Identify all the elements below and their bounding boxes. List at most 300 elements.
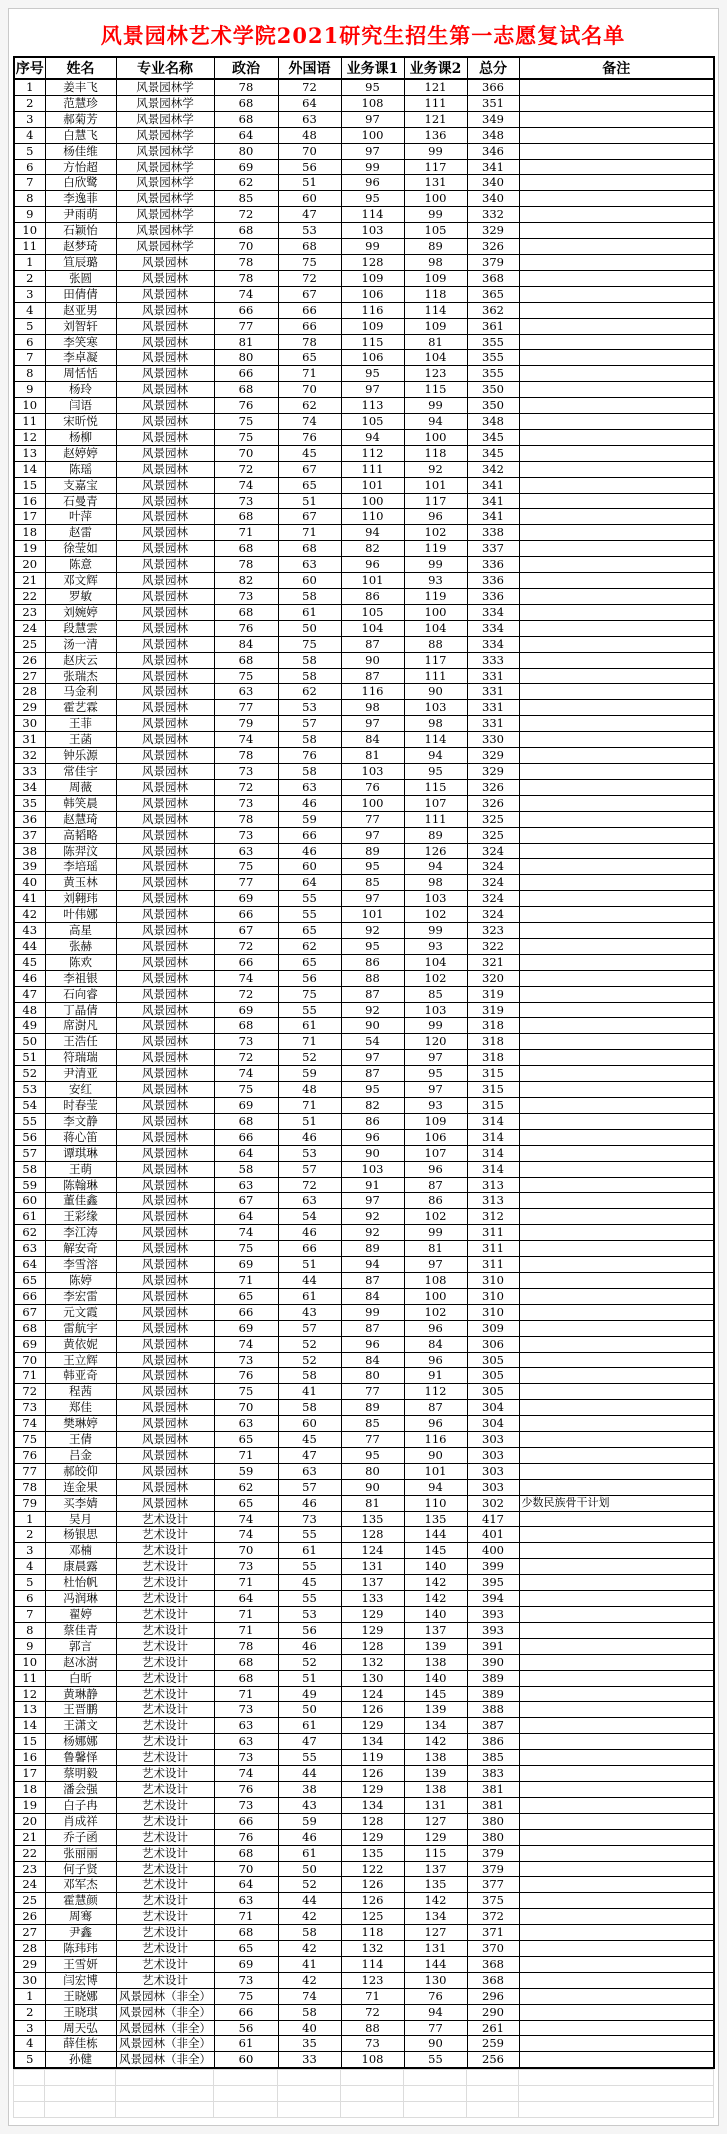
course1-cell: 90	[341, 1479, 404, 1495]
course2-cell: 138	[404, 1750, 467, 1766]
seq-cell: 70	[14, 1352, 45, 1368]
course2-cell: 142	[404, 1591, 467, 1607]
politics-cell: 68	[214, 1018, 278, 1034]
politics-cell: 74	[214, 1527, 278, 1543]
course2-cell: 94	[404, 2004, 467, 2020]
name-cell: 郭言	[45, 1638, 116, 1654]
remark-cell	[519, 79, 714, 95]
course1-cell: 99	[341, 239, 404, 255]
table-row	[14, 1447, 714, 1463]
name-cell: 陈婷	[45, 1272, 116, 1288]
course2-cell: 106	[404, 1129, 467, 1145]
foreign-language-cell: 50	[278, 1861, 341, 1877]
empty-cell	[116, 2070, 214, 2086]
empty-row	[14, 2070, 714, 2086]
seq-cell: 12	[14, 429, 45, 445]
total-cell: 331	[467, 716, 519, 732]
course2-cell: 101	[404, 1463, 467, 1479]
politics-cell: 65	[214, 1495, 278, 1511]
total-cell: 383	[467, 1766, 519, 1782]
foreign-language-cell: 46	[278, 1638, 341, 1654]
course1-cell: 97	[341, 1050, 404, 1066]
table-row	[14, 1893, 714, 1909]
total-cell: 329	[467, 748, 519, 764]
seq-cell: 73	[14, 1400, 45, 1416]
course1-cell: 87	[341, 636, 404, 652]
seq-cell: 1	[14, 79, 45, 95]
politics-cell: 74	[214, 1336, 278, 1352]
politics-cell: 75	[214, 1082, 278, 1098]
foreign-language-cell: 58	[278, 1368, 341, 1384]
seq-cell: 15	[14, 477, 45, 493]
table-row	[14, 1209, 714, 1225]
total-cell: 324	[467, 859, 519, 875]
foreign-language-cell: 64	[278, 95, 341, 111]
major-cell: 风景园林	[116, 1129, 214, 1145]
total-cell: 325	[467, 827, 519, 843]
course1-cell: 104	[341, 620, 404, 636]
course1-cell: 98	[341, 700, 404, 716]
course1-cell: 95	[341, 366, 404, 382]
seq-cell: 5	[14, 143, 45, 159]
foreign-language-cell: 66	[278, 302, 341, 318]
foreign-language-cell: 45	[278, 445, 341, 461]
major-cell: 风景园林	[116, 1257, 214, 1273]
remark-cell	[519, 1368, 714, 1384]
remark-cell	[519, 414, 714, 430]
table-row	[14, 1797, 714, 1813]
course1-cell: 114	[341, 207, 404, 223]
course1-cell: 87	[341, 668, 404, 684]
course1-cell: 85	[341, 875, 404, 891]
table-row	[14, 1272, 714, 1288]
total-cell: 318	[467, 1050, 519, 1066]
course2-cell: 102	[404, 1209, 467, 1225]
major-cell: 风景园林学	[116, 127, 214, 143]
politics-cell: 69	[214, 1320, 278, 1336]
politics-cell: 75	[214, 1988, 278, 2004]
total-cell: 334	[467, 636, 519, 652]
foreign-language-cell: 57	[278, 1161, 341, 1177]
table-row	[14, 429, 714, 445]
course1-cell: 105	[341, 604, 404, 620]
name-cell: 常佳宇	[45, 763, 116, 779]
course1-cell: 129	[341, 1718, 404, 1734]
course1-cell: 103	[341, 763, 404, 779]
table-row	[14, 716, 714, 732]
course2-cell: 131	[404, 175, 467, 191]
empty-cell	[278, 2102, 341, 2118]
table-row	[14, 2036, 714, 2052]
table-row	[14, 1368, 714, 1384]
major-cell: 艺术设计	[116, 1781, 214, 1797]
seq-cell: 10	[14, 398, 45, 414]
name-cell: 赵冰澍	[45, 1654, 116, 1670]
name-cell: 石向睿	[45, 986, 116, 1002]
seq-cell: 75	[14, 1432, 45, 1448]
total-cell: 331	[467, 684, 519, 700]
foreign-language-cell: 63	[278, 557, 341, 573]
politics-cell: 80	[214, 143, 278, 159]
seq-cell: 29	[14, 700, 45, 716]
name-cell: 叶伟娜	[45, 907, 116, 923]
name-cell: 周薇	[45, 779, 116, 795]
total-cell: 318	[467, 1034, 519, 1050]
table-row	[14, 1718, 714, 1734]
table-row	[14, 398, 714, 414]
total-cell: 379	[467, 1845, 519, 1861]
politics-cell: 63	[214, 1734, 278, 1750]
name-cell: 罗敏	[45, 589, 116, 605]
course2-cell: 55	[404, 2052, 467, 2068]
total-cell: 389	[467, 1670, 519, 1686]
course1-cell: 92	[341, 1002, 404, 1018]
course1-cell: 82	[341, 1098, 404, 1114]
remark-cell	[519, 1050, 714, 1066]
remark-cell	[519, 1845, 714, 1861]
politics-cell: 72	[214, 986, 278, 1002]
remark-cell	[519, 1098, 714, 1114]
name-cell: 买李婧	[45, 1495, 116, 1511]
course2-cell: 138	[404, 1654, 467, 1670]
foreign-language-cell: 68	[278, 541, 341, 557]
total-cell: 375	[467, 1893, 519, 1909]
total-cell: 338	[467, 525, 519, 541]
remark-cell	[519, 620, 714, 636]
seq-cell: 44	[14, 938, 45, 954]
total-cell: 368	[467, 1956, 519, 1972]
politics-cell: 75	[214, 1241, 278, 1257]
course2-cell: 119	[404, 589, 467, 605]
table-row	[14, 1066, 714, 1082]
seq-cell: 26	[14, 652, 45, 668]
empty-row	[14, 2102, 714, 2118]
course2-cell: 84	[404, 1336, 467, 1352]
column-header: 序号	[14, 57, 45, 79]
major-cell: 风景园林	[116, 652, 214, 668]
course2-cell: 96	[404, 1161, 467, 1177]
table-row	[14, 986, 714, 1002]
remark-cell	[519, 95, 714, 111]
seq-cell: 69	[14, 1336, 45, 1352]
seq-cell: 25	[14, 1893, 45, 1909]
total-cell: 315	[467, 1066, 519, 1082]
course1-cell: 92	[341, 1225, 404, 1241]
major-cell: 风景园林	[116, 1368, 214, 1384]
course1-cell: 106	[341, 350, 404, 366]
remark-cell	[519, 748, 714, 764]
major-cell: 艺术设计	[116, 1702, 214, 1718]
foreign-language-cell: 46	[278, 1129, 341, 1145]
course1-cell: 92	[341, 923, 404, 939]
course2-cell: 87	[404, 1177, 467, 1193]
politics-cell: 72	[214, 779, 278, 795]
major-cell: 风景园林	[116, 1225, 214, 1241]
document-title: 风景园林艺术学院2021研究生招生第一志愿复试名单	[100, 23, 626, 48]
remark-cell	[519, 1702, 714, 1718]
name-cell: 郑佳	[45, 1400, 116, 1416]
total-cell: 395	[467, 1575, 519, 1591]
foreign-language-cell: 67	[278, 461, 341, 477]
foreign-language-cell: 58	[278, 652, 341, 668]
table-row	[14, 1988, 714, 2004]
table-row	[14, 318, 714, 334]
politics-cell: 73	[214, 795, 278, 811]
foreign-language-cell: 43	[278, 1797, 341, 1813]
major-cell: 风景园林	[116, 1034, 214, 1050]
course1-cell: 72	[341, 2004, 404, 2020]
course2-cell: 108	[404, 1272, 467, 1288]
seq-cell: 11	[14, 1670, 45, 1686]
course1-cell: 95	[341, 859, 404, 875]
major-cell: 风景园林	[116, 779, 214, 795]
course2-cell: 142	[404, 1734, 467, 1750]
name-cell: 陈瑶	[45, 461, 116, 477]
course1-cell: 81	[341, 748, 404, 764]
course1-cell: 97	[341, 891, 404, 907]
remark-cell	[519, 827, 714, 843]
total-cell: 315	[467, 1082, 519, 1098]
remark-cell	[519, 1686, 714, 1702]
major-cell: 风景园林学	[116, 175, 214, 191]
major-cell: 风景园林	[116, 1288, 214, 1304]
name-cell: 程茜	[45, 1384, 116, 1400]
remark-cell	[519, 1034, 714, 1050]
remark-cell	[519, 1877, 714, 1893]
politics-cell: 75	[214, 429, 278, 445]
seq-cell: 11	[14, 414, 45, 430]
table-row	[14, 1750, 714, 1766]
name-cell: 闫宏博	[45, 1972, 116, 1988]
empty-cell	[214, 2070, 278, 2086]
major-cell: 风景园林	[116, 954, 214, 970]
name-cell: 丁晶倩	[45, 1002, 116, 1018]
course1-cell: 113	[341, 398, 404, 414]
major-cell: 风景园林	[116, 1050, 214, 1066]
foreign-language-cell: 58	[278, 1400, 341, 1416]
seq-cell: 8	[14, 191, 45, 207]
major-cell: 风景园林	[116, 302, 214, 318]
course2-cell: 99	[404, 398, 467, 414]
name-cell: 赵亚男	[45, 302, 116, 318]
seq-cell: 60	[14, 1193, 45, 1209]
table-row	[14, 1734, 714, 1750]
seq-cell: 18	[14, 525, 45, 541]
course1-cell: 80	[341, 1368, 404, 1384]
seq-cell: 9	[14, 1638, 45, 1654]
table-row	[14, 1177, 714, 1193]
course1-cell: 94	[341, 525, 404, 541]
course2-cell: 98	[404, 716, 467, 732]
course1-cell: 97	[341, 1193, 404, 1209]
total-cell: 326	[467, 239, 519, 255]
remark-cell	[519, 1400, 714, 1416]
foreign-language-cell: 68	[278, 239, 341, 255]
name-cell: 周骞	[45, 1909, 116, 1925]
remark-cell	[519, 779, 714, 795]
remark-cell	[519, 636, 714, 652]
remark-cell	[519, 1511, 714, 1527]
foreign-language-cell: 42	[278, 1941, 341, 1957]
empty-cell	[214, 2086, 278, 2102]
empty-cell	[278, 2070, 341, 2086]
course2-cell: 145	[404, 1686, 467, 1702]
total-cell: 329	[467, 763, 519, 779]
table-row	[14, 938, 714, 954]
seq-cell: 7	[14, 1607, 45, 1623]
foreign-language-cell: 57	[278, 1479, 341, 1495]
total-cell: 341	[467, 477, 519, 493]
course1-cell: 131	[341, 1559, 404, 1575]
table-row	[14, 1861, 714, 1877]
foreign-language-cell: 60	[278, 859, 341, 875]
seq-cell: 1	[14, 254, 45, 270]
politics-cell: 63	[214, 843, 278, 859]
table-row	[14, 779, 714, 795]
table-row	[14, 334, 714, 350]
foreign-language-cell: 33	[278, 2052, 341, 2068]
table-row	[14, 207, 714, 223]
major-cell: 风景园林	[116, 875, 214, 891]
course1-cell: 95	[341, 1082, 404, 1098]
name-cell: 陈欢	[45, 954, 116, 970]
course2-cell: 104	[404, 954, 467, 970]
remark-cell	[519, 1861, 714, 1877]
politics-cell: 68	[214, 604, 278, 620]
seq-cell: 49	[14, 1018, 45, 1034]
foreign-language-cell: 75	[278, 254, 341, 270]
politics-cell: 65	[214, 1288, 278, 1304]
table-row	[14, 414, 714, 430]
remark-cell	[519, 668, 714, 684]
total-cell: 355	[467, 366, 519, 382]
table-row	[14, 1511, 714, 1527]
name-cell: 李逸菲	[45, 191, 116, 207]
seq-cell: 46	[14, 970, 45, 986]
remark-cell	[519, 1575, 714, 1591]
seq-cell: 57	[14, 1145, 45, 1161]
course1-cell: 100	[341, 795, 404, 811]
total-cell: 334	[467, 604, 519, 620]
course1-cell: 96	[341, 1129, 404, 1145]
politics-cell: 69	[214, 159, 278, 175]
table-row	[14, 1543, 714, 1559]
major-cell: 艺术设计	[116, 1527, 214, 1543]
course1-cell: 124	[341, 1543, 404, 1559]
course1-cell: 82	[341, 541, 404, 557]
total-cell: 319	[467, 1002, 519, 1018]
seq-cell: 3	[14, 2020, 45, 2036]
seq-cell: 51	[14, 1050, 45, 1066]
politics-cell: 72	[214, 207, 278, 223]
seq-cell: 19	[14, 541, 45, 557]
table-row	[14, 557, 714, 573]
seq-cell: 66	[14, 1288, 45, 1304]
name-cell: 陈玮玮	[45, 1941, 116, 1957]
course2-cell: 95	[404, 1066, 467, 1082]
total-cell: 303	[467, 1479, 519, 1495]
course2-cell: 114	[404, 732, 467, 748]
total-cell: 302	[467, 1495, 519, 1511]
remark-cell	[519, 493, 714, 509]
remark-cell	[519, 2020, 714, 2036]
course2-cell: 91	[404, 1368, 467, 1384]
major-cell: 风景园林	[116, 923, 214, 939]
foreign-language-cell: 56	[278, 970, 341, 986]
course2-cell: 120	[404, 1034, 467, 1050]
seq-cell: 2	[14, 1527, 45, 1543]
name-cell: 白慧飞	[45, 127, 116, 143]
table-row	[14, 1288, 714, 1304]
foreign-language-cell: 46	[278, 1225, 341, 1241]
table-row	[14, 223, 714, 239]
politics-cell: 75	[214, 859, 278, 875]
table-row	[14, 573, 714, 589]
name-cell: 李江涛	[45, 1225, 116, 1241]
total-cell: 310	[467, 1304, 519, 1320]
politics-cell: 80	[214, 350, 278, 366]
total-cell: 309	[467, 1320, 519, 1336]
table-row	[14, 700, 714, 716]
major-cell: 风景园林	[116, 493, 214, 509]
name-cell: 王浩任	[45, 1034, 116, 1050]
major-cell: 艺术设计	[116, 1829, 214, 1845]
major-cell: 风景园林	[116, 763, 214, 779]
course1-cell: 97	[341, 382, 404, 398]
course1-cell: 137	[341, 1575, 404, 1591]
seq-cell: 9	[14, 207, 45, 223]
course2-cell: 111	[404, 668, 467, 684]
name-cell: 高韬略	[45, 827, 116, 843]
course1-cell: 130	[341, 1670, 404, 1686]
total-cell: 314	[467, 1129, 519, 1145]
remark-cell	[519, 1304, 714, 1320]
empty-cell	[404, 2102, 467, 2118]
politics-cell: 75	[214, 668, 278, 684]
table-row	[14, 1304, 714, 1320]
remark-cell	[519, 1925, 714, 1941]
course2-cell: 88	[404, 636, 467, 652]
name-cell: 范慧珍	[45, 95, 116, 111]
course2-cell: 117	[404, 652, 467, 668]
course1-cell: 106	[341, 286, 404, 302]
politics-cell: 74	[214, 1225, 278, 1241]
total-cell: 296	[467, 1988, 519, 2004]
course2-cell: 136	[404, 127, 467, 143]
remark-cell	[519, 1591, 714, 1607]
course1-cell: 134	[341, 1797, 404, 1813]
course1-cell: 99	[341, 1304, 404, 1320]
total-cell: 306	[467, 1336, 519, 1352]
foreign-language-cell: 76	[278, 748, 341, 764]
politics-cell: 64	[214, 1145, 278, 1161]
table-body	[14, 79, 714, 2068]
major-cell: 风景园林	[116, 477, 214, 493]
course1-cell: 128	[341, 254, 404, 270]
name-cell: 马金利	[45, 684, 116, 700]
remark-cell	[519, 159, 714, 175]
major-cell: 风景园林	[116, 1082, 214, 1098]
foreign-language-cell: 55	[278, 1591, 341, 1607]
seq-cell: 21	[14, 573, 45, 589]
table-row	[14, 366, 714, 382]
table-row	[14, 1766, 714, 1782]
seq-cell: 12	[14, 1686, 45, 1702]
total-cell: 314	[467, 1145, 519, 1161]
major-cell: 风景园林	[116, 286, 214, 302]
seq-cell: 23	[14, 1861, 45, 1877]
major-cell: 风景园林	[116, 970, 214, 986]
